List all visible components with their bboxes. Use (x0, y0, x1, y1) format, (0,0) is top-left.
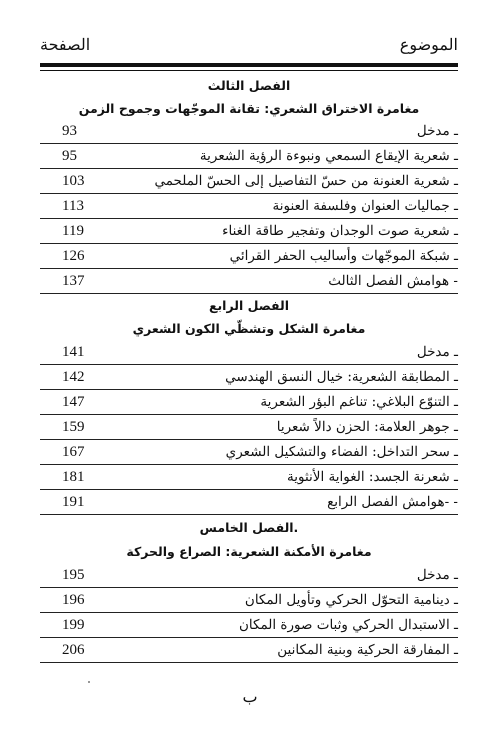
entry-divider (40, 464, 458, 465)
entry-title: ـ دينامية التحوّل الحركي وتأويل المكان (244, 592, 458, 608)
entry-page: 95 (62, 148, 77, 164)
entry-page: 126 (62, 248, 85, 264)
entry-divider (40, 612, 458, 613)
entry-divider (40, 268, 458, 269)
entry-title: - -هوامش الفصل الرابع (327, 494, 458, 510)
entry-title: ـ المطابقة الشعرية: خيال النسق الهندسي (225, 369, 458, 385)
toc-entry[interactable] (40, 491, 458, 515)
toc-entry[interactable] (40, 270, 458, 294)
entry-divider (40, 218, 458, 219)
entry-page: 93 (62, 123, 77, 139)
header-rule-thin (40, 70, 458, 71)
entry-divider (40, 414, 458, 415)
toc-entry[interactable] (40, 170, 458, 194)
entry-page: 195 (62, 567, 85, 583)
entry-divider (40, 364, 458, 365)
topic-column-label: الموضوع (399, 35, 458, 54)
toc-entry[interactable] (40, 220, 458, 244)
entry-title: ـ سحر التداخل: الفضاء والتشكيل الشعري (225, 444, 458, 460)
toc-entry[interactable] (40, 614, 458, 638)
chapter4-title: الفصل الرابع (208, 298, 290, 313)
entry-page: 103 (62, 173, 85, 189)
entry-title: ـ شعرنة الجسد: الغواية الأنثوية (287, 469, 458, 485)
entry-title: - هوامش الفصل الثالث (328, 273, 458, 289)
entry-title: ـ شبكة الموجّهات وأساليب الحفر القرائي (229, 248, 458, 264)
entry-page: 181 (62, 469, 85, 485)
chapter3-title: الفصل الثالث (207, 78, 291, 93)
entry-divider (40, 293, 458, 294)
chapter5-title: .الفصل الخامس (199, 520, 299, 535)
entry-page: 113 (62, 198, 84, 214)
entry-divider (40, 514, 458, 515)
entry-title: ـ التنوّع البلاغي: تناغم البؤر الشعرية (260, 394, 458, 410)
toc-header (40, 34, 458, 56)
entry-title: ـ المفارقة الحركية وبنية المكانين (277, 642, 458, 658)
page-column-label: الصفحة (40, 35, 91, 54)
stray-mark (88, 681, 90, 683)
entry-divider (40, 193, 458, 194)
entry-title: ـ الاستبدال الحركي وثبات صورة المكان (238, 617, 458, 633)
entry-divider (40, 439, 458, 440)
toc-entry[interactable] (40, 391, 458, 415)
entry-page: 196 (62, 592, 85, 608)
entry-page: 141 (62, 344, 85, 360)
entry-divider (40, 637, 458, 638)
toc-entry[interactable] (40, 639, 458, 663)
entry-page: 147 (62, 394, 85, 410)
entry-page: 191 (62, 494, 85, 510)
entry-page: 167 (62, 444, 85, 460)
entry-divider (40, 389, 458, 390)
toc-entry[interactable] (40, 341, 458, 365)
entry-title: ـ شعرية الإيقاع السمعي ونبوءة الرؤية الشعرية (199, 148, 458, 164)
chapter5-subtitle: مغامرة الأمكنة الشعرية: الصراع والحركة (126, 544, 372, 559)
entry-divider (40, 168, 458, 169)
chapter3-subtitle: مغامرة الاختراق الشعري: تقانة الموجّهات وجموح الزمن (78, 101, 420, 116)
toc-entry[interactable] (40, 366, 458, 390)
toc-entry[interactable] (40, 589, 458, 613)
toc-entry[interactable] (40, 466, 458, 490)
entry-page: 206 (62, 642, 85, 658)
toc-entry[interactable] (40, 564, 458, 588)
entry-divider (40, 243, 458, 244)
entry-title: ـ شعرية العنونة من حسّ التفاصيل إلى الحسّ الملحمي (154, 173, 458, 189)
toc-entry[interactable] (40, 416, 458, 440)
entry-page: 159 (62, 419, 85, 435)
entry-divider (40, 587, 458, 588)
entry-title: ـ مدخل (416, 123, 458, 139)
entry-divider (40, 662, 458, 663)
page-number: ب (242, 687, 258, 706)
toc-entry[interactable] (40, 245, 458, 269)
entry-title: ـ شعرية صوت الوجدان وتفجير طاقة الغناء (222, 223, 458, 239)
toc-entry[interactable] (40, 441, 458, 465)
entry-title: ـ جوهر العلامة: الحزن دالاً شعريا (276, 419, 458, 435)
toc-entry[interactable] (40, 195, 458, 219)
chapter4-subtitle: مغامرة الشكل وتشظّي الكون الشعري (132, 321, 366, 336)
header-rule-thick (40, 63, 458, 67)
entry-page: 137 (62, 273, 85, 289)
entry-title: ـ مدخل (416, 344, 458, 360)
entry-page: 119 (62, 223, 84, 239)
entry-divider (40, 143, 458, 144)
entry-divider (40, 489, 458, 490)
toc-entry[interactable] (40, 145, 458, 169)
toc-entry[interactable] (40, 120, 458, 144)
entry-title: ـ جماليات العنوان وفلسفة العنونة (272, 198, 458, 214)
entry-page: 142 (62, 369, 85, 385)
entry-title: ـ مدخل (416, 567, 458, 583)
entry-page: 199 (62, 617, 85, 633)
